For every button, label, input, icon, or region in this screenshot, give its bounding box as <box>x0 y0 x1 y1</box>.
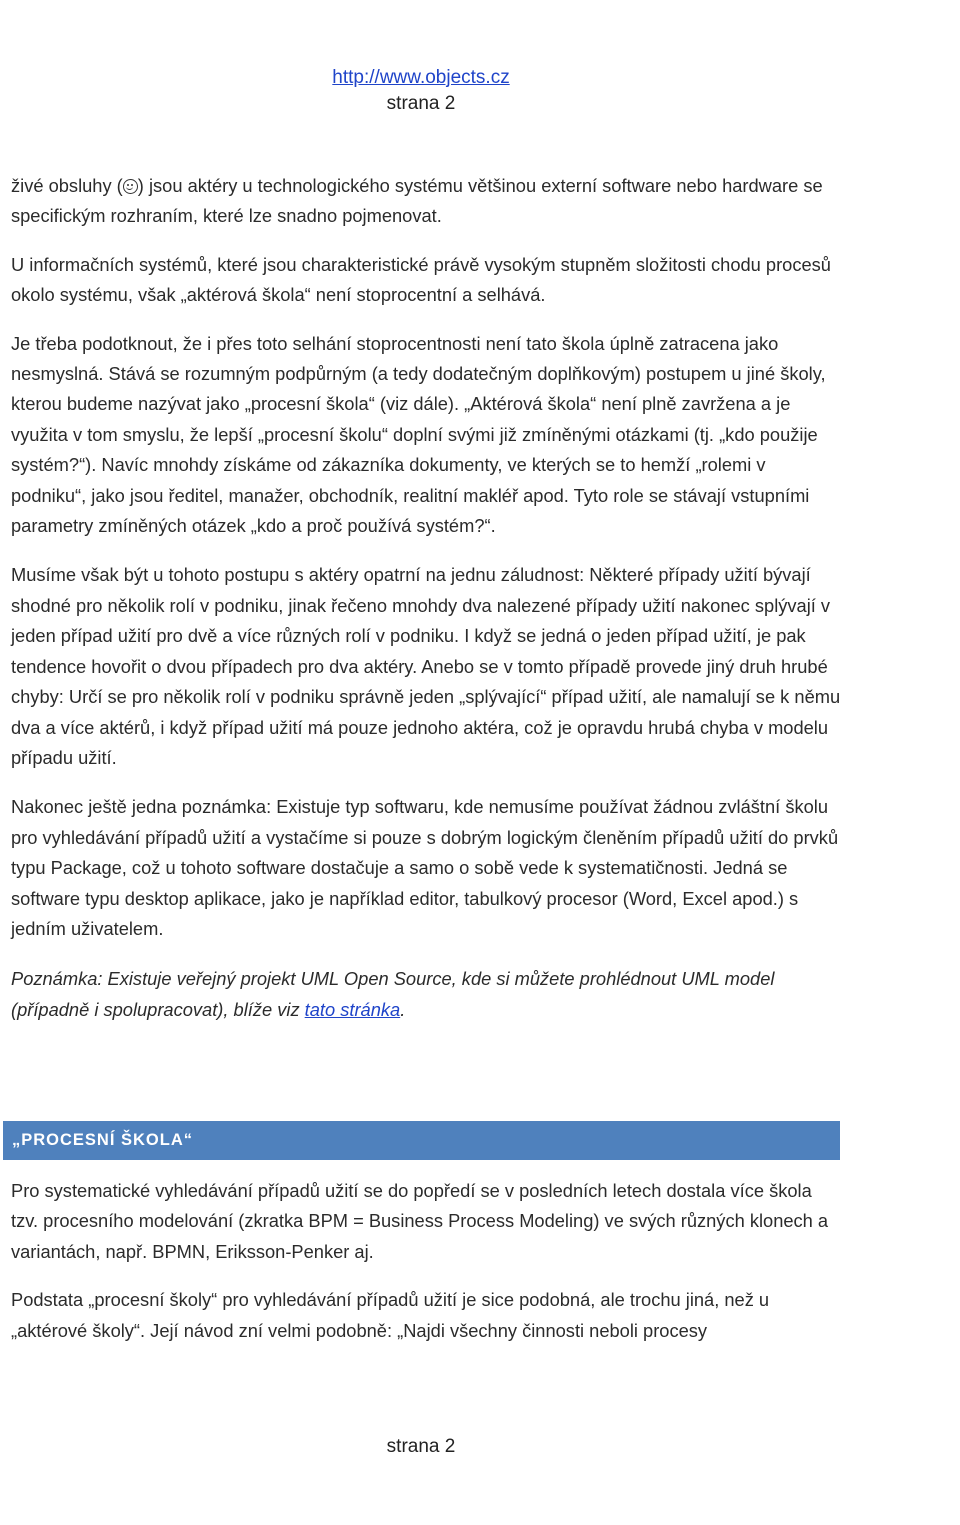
note-link[interactable]: tato stránka <box>304 998 401 1020</box>
note-paragraph <box>11 964 841 1025</box>
paragraph-1 <box>11 171 841 232</box>
note-text: Poznámka: Existuje veřejný projekt UML Open Source, kde si můžete prohlédnout UML model (případně i spolupracovat), blíže viz <box>11 968 775 1020</box>
paragraph-1-start: živé obsluhy ( <box>11 175 123 196</box>
footer-page-number: strana 2 <box>386 1436 456 1457</box>
smiley-icon <box>123 179 138 194</box>
paragraph-3: Je třeba podotknout, že i přes toto selhání stoprocentnosti není tato škola úplně zatracena jako nesmyslná. Stává se rozumným podpůrným (a tedy dodatečným doplňkovým) postupem u jiné školy, kterou budeme nazývat jako „procesní škola“ (viz dále). „Aktérová škola“ není plně zavržena a je využita v tom smyslu, že lepší „procesní školu“ doplní svými již zmíněnými otázkami (tj. „kdo použije systém?“). Navíc mnohdy získáme od zákazníka dokumenty, ve kterých se to hemží „rolemi v podniku“, jako jsou ředitel, manažer, obchodník, realitní makléř apod. Tyto role se stávají vstupními parametry zmíněných otázek „kdo a proč používá systém?“. <box>11 332 826 537</box>
section-paragraph-2: Podstata „procesní školy“ pro vyhledávání případů užití je sice podobná, ale trochu jiná, než u „aktérové školy“. Její návod zní velmi podobně: „Najdi všechny činnosti neboli procesy <box>11 1289 770 1341</box>
section-text <box>11 1176 841 1346</box>
paragraph-2: U informačních systémů, které jsou charakteristické právě vysokým stupněm složitosti chodu procesů okolo systému, však „aktérová škola“ není stoprocentní a selhává. <box>11 253 831 306</box>
paragraph-4: Musíme však být u tohoto postupu s aktéry opatrní na jednu záludnost: Některé případy užití bývají shodné pro několik rolí v podniku, jinak řečeno mnohdy dva nalezené případy užití nakonec splývají v jeden případ užití pro dvě a více různých rolí v podniku. I když se jedná o jeden případ užití, je pak tendence hovořit o dvou případech pro dva aktéry. Anebo se v tomto případě provede jiný druh hrubé chyby: Určí se pro několik rolí v podniku správně jeden „splývající“ případ užití, ale namalují se k němu dva a více aktérů, i když případ užití má pouze jednoho aktéra, což je opravdu hrubá chyba v modelu případu užití. <box>11 564 841 768</box>
header-url <box>0 66 842 90</box>
section-heading: „PROCESNÍ ŠKOLA“ <box>12 1131 194 1149</box>
section-heading-bar <box>3 1121 840 1160</box>
paragraph-1-end: ) jsou aktéry u technologického systému většinou externí software nebo hardware se specifickým rozhraním, které lze snadno pojmenovat. <box>11 175 823 227</box>
paragraph-5: Nakonec ještě jedna poznámka: Existuje typ softwaru, kde nemusíme používat žádnou zvláštní školu pro vyhledávání případů užití a vystačíme si pouze s dobrým logickým členěním případů užití do prvků typu Package, což u tohoto software dostačuje a samo o sobě vede k systematičnosti. Jedná se software typu desktop aplikace, jako je například editor, tabulkový procesor (Word, Excel apod.) s jedním uživatelem. <box>11 796 839 939</box>
header-url-link[interactable]: http://www.objects.cz <box>332 67 510 88</box>
header-page-number: strana 2 <box>386 93 456 114</box>
main-text <box>11 171 841 1025</box>
note-end: . <box>400 998 406 1020</box>
section-paragraph-1: Pro systematické vyhledávání případů užití se do popředí se v posledních letech dostala více škola tzv. procesního modelování (zkratka BPM = Business Process Modeling) ve svých různých klonech a variantách, např. BPMN, Eriksson-Penker aj. <box>11 1180 829 1262</box>
